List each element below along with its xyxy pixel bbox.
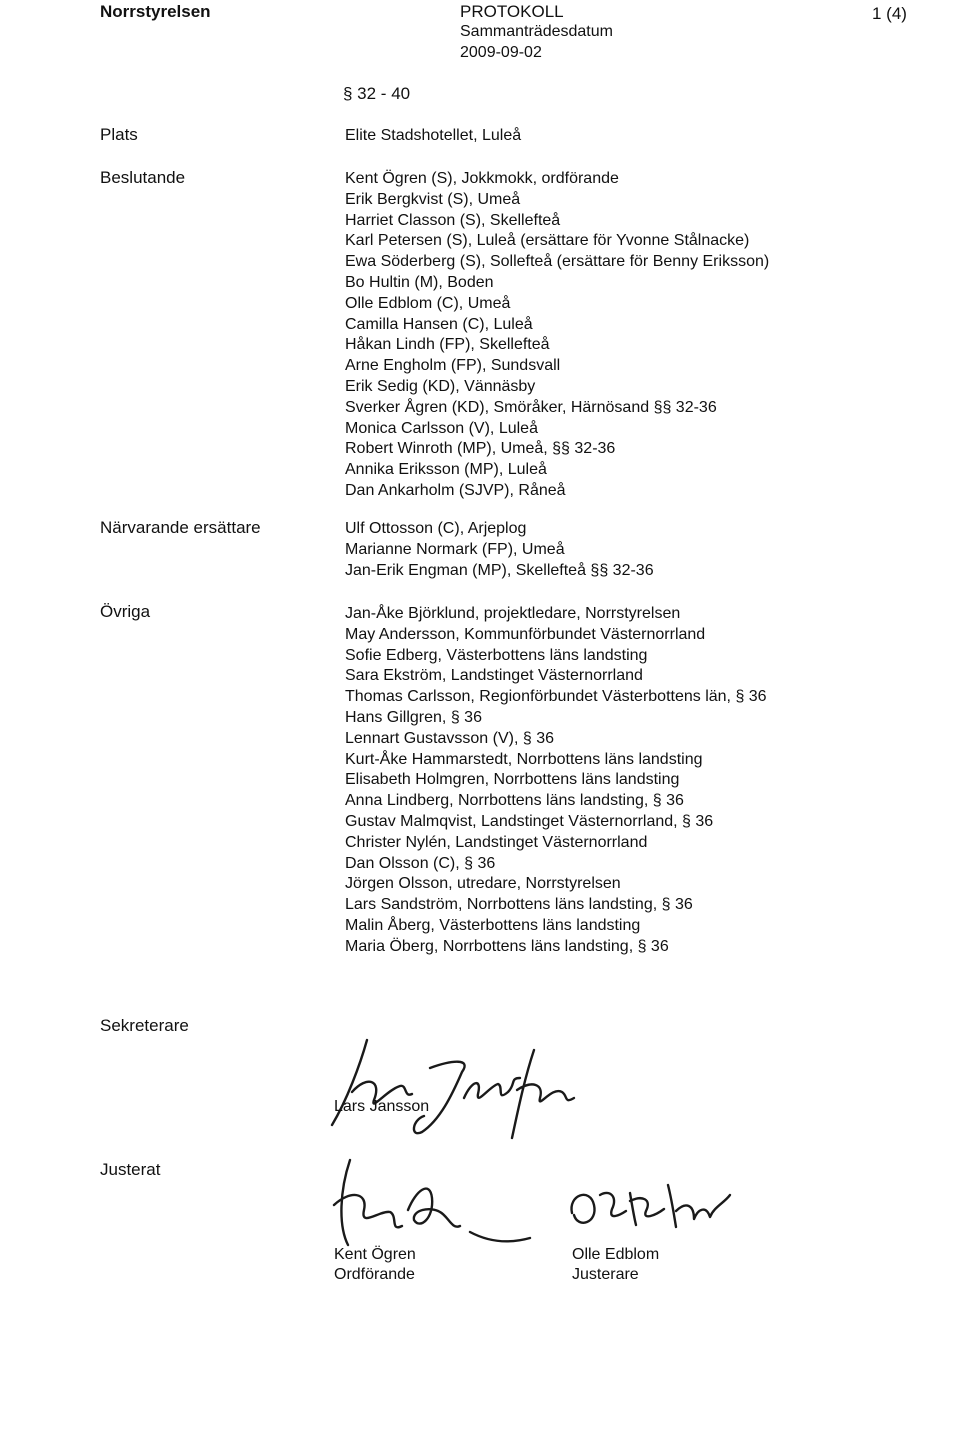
place-value: [345, 126, 521, 147]
ersattare-label: Närvarande ersättare: [100, 518, 261, 537]
beslutande-item: Monica Carlsson (V), Luleå: [345, 419, 538, 437]
beslutande-item: Ewa Söderberg (S), Sollefteå (ersättare för Benny Eriksson): [345, 253, 770, 271]
organization-name: Norrstyrelsen: [100, 2, 211, 21]
beslutande-item: Olle Edblom (C), Umeå: [345, 294, 511, 312]
ovriga-item: Sofie Edberg, Västerbottens läns landsting: [345, 646, 648, 664]
ovriga-item: Christer Nylén, Landstinget Västernorrland: [345, 833, 648, 851]
beslutande-item: Annika Eriksson (MP), Luleå: [345, 461, 547, 479]
paragraph-range: § 32 - 40: [343, 84, 411, 103]
ovriga-item: Lennart Gustavsson (V), § 36: [345, 729, 554, 747]
ovriga-item: Dan Olsson (C), § 36: [345, 854, 496, 872]
beslutande-item: Camilla Hansen (C), Luleå: [345, 315, 533, 333]
beslutande-item: Håkan Lindh (FP), Skellefteå: [345, 336, 550, 354]
beslutande-item: Kent Ögren (S), Jokkmokk, ordförande: [345, 170, 619, 187]
adjuster-name: Olle Edblom: [572, 1246, 660, 1263]
ovriga-item: Jörgen Olsson, utredare, Norrstyrelsen: [345, 875, 621, 893]
ovriga-item: Hans Gillgren, § 36: [345, 708, 482, 726]
beslutande-label: Beslutande: [100, 168, 186, 187]
ovriga-item: Sara Ekström, Landstinget Västernorrland: [345, 667, 643, 685]
ovriga-item: Elisabeth Holmgren, Norrbottens läns landsting: [345, 771, 680, 789]
beslutande-item: Erik Bergkvist (S), Umeå: [345, 190, 521, 208]
chair-role: Ordförande: [334, 1266, 415, 1283]
beslutande-item: Dan Ankarholm (SJVP), Råneå: [345, 481, 566, 499]
ovriga-item: Malin Åberg, Västerbottens läns landsting: [345, 916, 641, 934]
ersattare-item: Ulf Ottosson (C), Arjeplog: [345, 520, 527, 537]
ovriga-list: [345, 604, 767, 958]
ovriga-label: Övriga: [100, 602, 151, 621]
ersattare-list: [345, 519, 654, 581]
chair-signature: [320, 1150, 550, 1250]
beslutande-list: [345, 169, 769, 502]
beslutande-item: Robert Winroth (MP), Umeå, §§ 32-36: [345, 440, 616, 458]
document-type: PROTOKOLL: [460, 2, 564, 21]
sekreterare-label: Sekreterare: [100, 1016, 189, 1035]
place-label: Plats: [100, 125, 138, 144]
beslutande-item: Sverker Ågren (KD), Smöråker, Härnösand §§ 32-36: [345, 398, 717, 416]
ovriga-item: Gustav Malmqvist, Landstinget Västernorrland, § 36: [345, 812, 714, 830]
ersattare-item: Marianne Normark (FP), Umeå: [345, 540, 565, 558]
chair-block: [334, 1245, 416, 1285]
beslutande-item: Erik Sedig (KD), Vännäsby: [345, 377, 536, 395]
page-number: 1 (4): [872, 4, 907, 23]
adjuster-signature: [560, 1165, 740, 1245]
ovriga-item: Anna Lindberg, Norrbottens läns landsting, § 36: [345, 792, 684, 810]
justerat-label: Justerat: [100, 1160, 161, 1179]
secretary-signature: [312, 1020, 582, 1145]
chair-name: Kent Ögren: [334, 1246, 416, 1263]
beslutande-item: Arne Engholm (FP), Sundsvall: [345, 357, 561, 375]
ovriga-item: May Andersson, Kommunförbundet Västernorrland: [345, 625, 706, 643]
ovriga-item: Kurt-Åke Hammarstedt, Norrbottens läns landsting: [345, 750, 703, 768]
ovriga-item: Thomas Carlsson, Regionförbundet Västerbottens län, § 36: [345, 688, 767, 706]
beslutande-item: Bo Hultin (M), Boden: [345, 273, 494, 291]
ovriga-item: Lars Sandström, Norrbottens läns landsting, § 36: [345, 896, 693, 914]
beslutande-item: Karl Petersen (S), Luleå (ersättare för Yvonne Stålnacke): [345, 232, 750, 250]
adjuster-block: [572, 1245, 659, 1285]
meeting-date-label: Sammanträdesdatum: [460, 23, 613, 40]
ovriga-item: Maria Öberg, Norrbottens läns landsting, § 36: [345, 937, 669, 955]
ovriga-item: Jan-Åke Björklund, projektledare, Norrstyrelsen: [345, 605, 681, 622]
secretary-name: Lars Jansson: [334, 1098, 430, 1115]
ersattare-item: Jan-Erik Engman (MP), Skellefteå §§ 32-36: [345, 561, 654, 579]
meeting-date: 2009-09-02: [460, 44, 542, 61]
place-text: Elite Stadshotellet, Luleå: [345, 127, 522, 144]
beslutande-item: Harriet Classon (S), Skellefteå: [345, 211, 561, 229]
adjuster-role: Justerare: [572, 1266, 639, 1283]
